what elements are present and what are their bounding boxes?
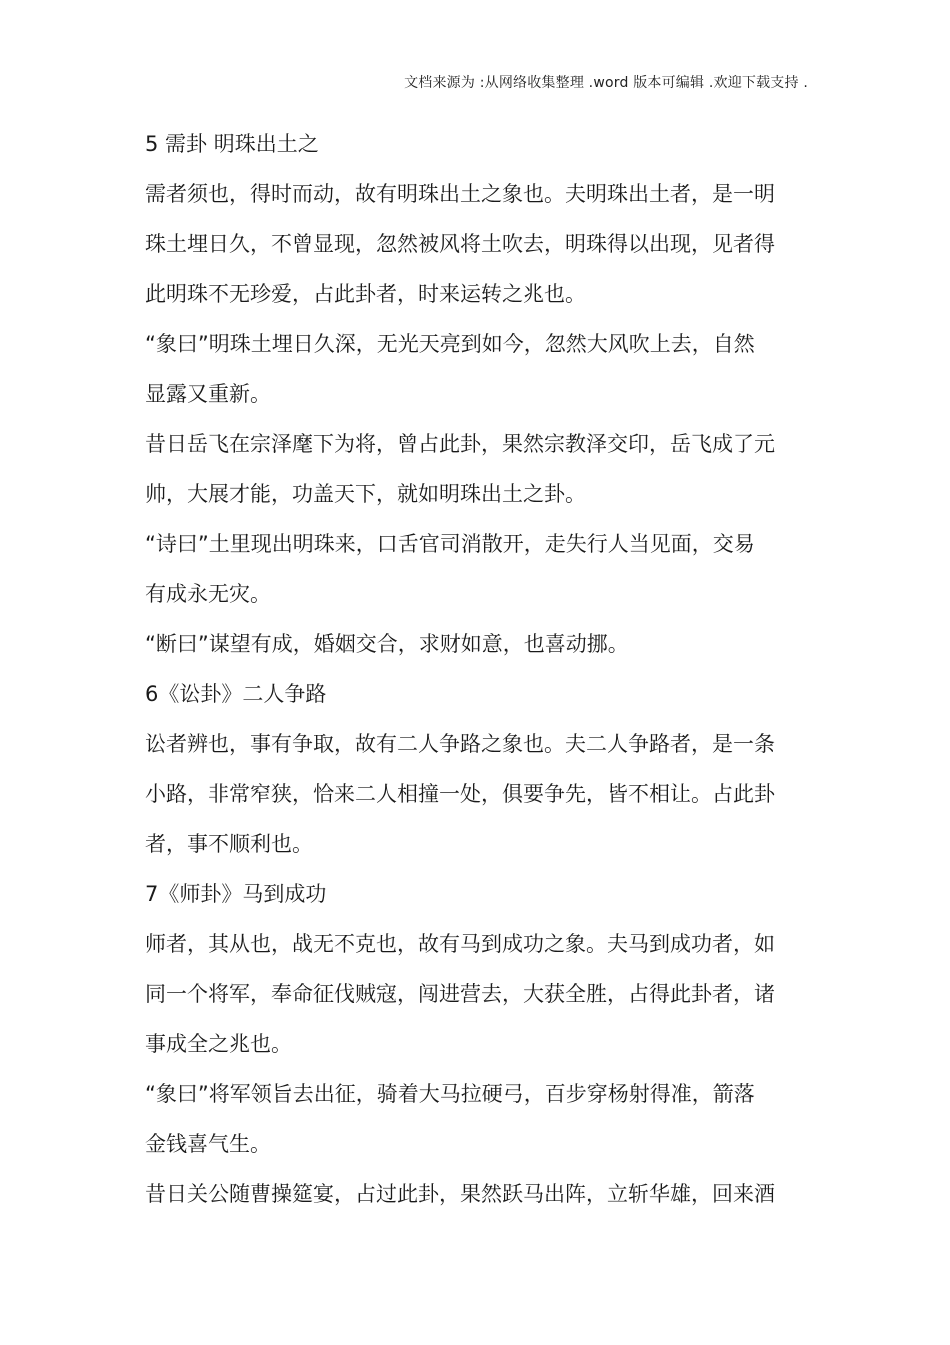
text-line: 显露又重新。 — [145, 382, 271, 406]
text-line: “诗曰”土里现出明珠来，口舌官司消散开，走失行人当见面，交易 — [145, 532, 755, 556]
text-line: 者，事不顺利也。 — [145, 832, 313, 856]
page-header: 文档来源为 :从网络收集整理 .word 版本可编辑 .欢迎下载支持 . — [404, 75, 808, 91]
section-heading: 7《师卦》马到成功 — [145, 882, 327, 906]
text-line: 小路，非常窄狭，恰来二人相撞一处，俱要争先，皆不相让。占此卦 — [145, 782, 775, 806]
text-line: 帅，大展才能，功盖天下，就如明珠出土之卦。 — [145, 482, 586, 506]
section-heading: 5 需卦 明珠出土之 — [145, 132, 319, 156]
text-line: 需者须也，得时而动，故有明珠出土之象也。夫明珠出土者，是一明 — [145, 182, 775, 206]
text-line: 此明珠不无珍爱，占此卦者，时来运转之兆也。 — [145, 282, 586, 306]
text-line: 同一个将军，奉命征伐贼寇，闯进营去，大获全胜，占得此卦者，诸 — [145, 982, 775, 1006]
text-line: 师者，其从也，战无不克也，故有马到成功之象。夫马到成功者，如 — [145, 932, 775, 956]
section-heading: 6《讼卦》二人争路 — [145, 682, 327, 706]
text-line: 金钱喜气生。 — [145, 1132, 271, 1156]
text-line: 昔日关公随曹操筵宴，占过此卦，果然跃马出阵，立斩华雄，回来酒 — [145, 1182, 775, 1206]
text-line: “断曰”谋望有成，婚姻交合，求财如意，也喜动挪。 — [145, 632, 629, 656]
text-line: 事成全之兆也。 — [145, 1032, 292, 1056]
text-line: 讼者辨也，事有争取，故有二人争路之象也。夫二人争路者，是一条 — [145, 732, 775, 756]
text-line: “象曰”将军领旨去出征，骑着大马拉硬弓，百步穿杨射得准，箭落 — [145, 1082, 755, 1106]
text-line: 珠土埋日久，不曾显现，忽然被风将土吹去，明珠得以出现，见者得 — [145, 232, 775, 256]
text-line: “象曰”明珠土埋日久深，无光天亮到如今，忽然大风吹上去，自然 — [145, 332, 755, 356]
text-line: 有成永无灾。 — [145, 582, 271, 606]
document-body — [145, 129, 785, 1229]
text-line: 昔日岳飞在宗泽麾下为将，曾占此卦，果然宗教泽交印，岳飞成了元 — [145, 432, 775, 456]
